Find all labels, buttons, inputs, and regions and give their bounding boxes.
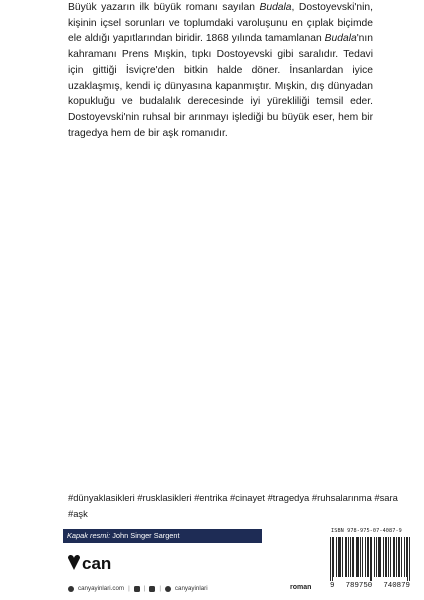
barcode-bar — [390, 537, 391, 577]
barcode-bar — [396, 537, 397, 577]
barcode-bar — [401, 537, 402, 577]
barcode-bar — [356, 537, 357, 577]
barcode-bar — [394, 537, 395, 577]
back-cover-blurb — [68, 0, 373, 141]
blurb-title-1: Budala — [259, 2, 292, 13]
barcode-bar — [386, 537, 387, 577]
barcode-bar — [338, 537, 339, 577]
barcode-bar — [406, 537, 407, 577]
barcode-bar — [342, 537, 343, 577]
barcode-digit-group: 740879 — [383, 582, 410, 590]
barcode-bar — [358, 537, 359, 577]
barcode-bar — [393, 537, 394, 577]
barcode — [330, 537, 410, 581]
barcode-bar — [348, 537, 349, 577]
barcode-bar — [380, 537, 381, 577]
barcode-digit-group: 9 — [330, 582, 335, 590]
barcode-bar — [376, 537, 377, 577]
barcode-bar — [371, 537, 372, 581]
barcode-bar — [362, 537, 363, 577]
barcode-bar — [388, 537, 389, 577]
cover-credit-bar — [63, 529, 262, 543]
isbn-label: ISBN 978-975-07-4087-9 — [331, 528, 402, 534]
barcode-digits — [330, 582, 410, 590]
blurb-title-2: Budala — [324, 33, 357, 45]
barcode-bar — [353, 537, 354, 577]
barcode-bar — [404, 537, 405, 577]
globe-icon — [68, 586, 74, 592]
blurb-text-3: 'nın kahramanı Prens Mışkin, tıpkı Dostoyevski gibi saralıdır. Tedavi için gittiği İsviçre'den bitkin halde döner. İnsanlardan iyice uzaklaşmış, kendi iç dünyasına kapanmıştır. Mışkin, dış dünyadan kopukluğu ve budalalık derecesinde iyi yürekliliği temsil eder. Dostoyevski'nin ruhsal bir arınmayı işlediği bu büyük eser, hem bir tragedya hem de bir aşk romanıdır. — [68, 33, 373, 139]
isbn-block — [330, 528, 410, 594]
barcode-bar — [339, 537, 340, 577]
barcode-bar — [333, 537, 334, 577]
barcode-bar — [374, 537, 375, 577]
barcode-bar — [365, 537, 366, 577]
publisher-logo-text: can — [82, 554, 112, 573]
barcode-bar — [370, 537, 371, 581]
barcode-bar — [350, 537, 351, 577]
barcode-bar — [385, 537, 386, 577]
barcode-bar — [336, 537, 337, 577]
cover-credit-label: Kapak resmi: — [67, 531, 111, 540]
barcode-bar — [352, 537, 353, 577]
barcode-bar — [399, 537, 400, 577]
barcode-bar — [345, 537, 346, 577]
hashtags: #dünyaklasikleri #rusklasikleri #entrika #cinayet #tragedya #ruhsalarınma #sara #aşk — [68, 492, 398, 519]
barcode-digit-group: 789750 — [345, 582, 373, 590]
instagram-icon[interactable] — [149, 586, 155, 592]
barcode-bar — [367, 537, 368, 577]
separator: | — [143, 585, 146, 592]
genre-label: roman — [290, 584, 312, 591]
website-link[interactable]: canyayinlari.com — [78, 585, 125, 592]
cover-credit-name: John Singer Sargent — [112, 531, 180, 540]
barcode-bar — [330, 537, 331, 581]
barcode-bar — [332, 537, 333, 581]
barcode-bar — [368, 537, 369, 577]
publisher-logo — [66, 552, 122, 574]
barcode-bar — [407, 537, 408, 581]
barcode-bar — [398, 537, 399, 577]
twitter-icon[interactable] — [165, 586, 171, 592]
barcode-bar — [340, 537, 341, 577]
separator: | — [128, 585, 130, 592]
separator: | — [159, 585, 161, 592]
publisher-contact — [68, 585, 268, 592]
barcode-bar — [346, 537, 347, 577]
social-handle[interactable]: canyayinlari — [174, 585, 208, 592]
barcode-bar — [383, 537, 384, 577]
blurb-text-1: Büyük yazarın ilk büyük romanı sayılan — [68, 2, 260, 13]
barcode-bar — [409, 537, 410, 581]
barcode-bar — [379, 537, 380, 577]
blurb-text-2: , Dostoyevski'nin, kişinin içsel sorunları ve toplumdaki varoluşunu en çıplak biçimde ele aldığı yapıtlarından biridir. 1868 yılında tamamlanan — [68, 2, 373, 45]
heart-icon — [68, 555, 80, 570]
facebook-icon[interactable] — [134, 586, 140, 592]
barcode-bar — [357, 537, 358, 577]
barcode-bar — [360, 537, 361, 577]
barcode-bar — [378, 537, 379, 577]
